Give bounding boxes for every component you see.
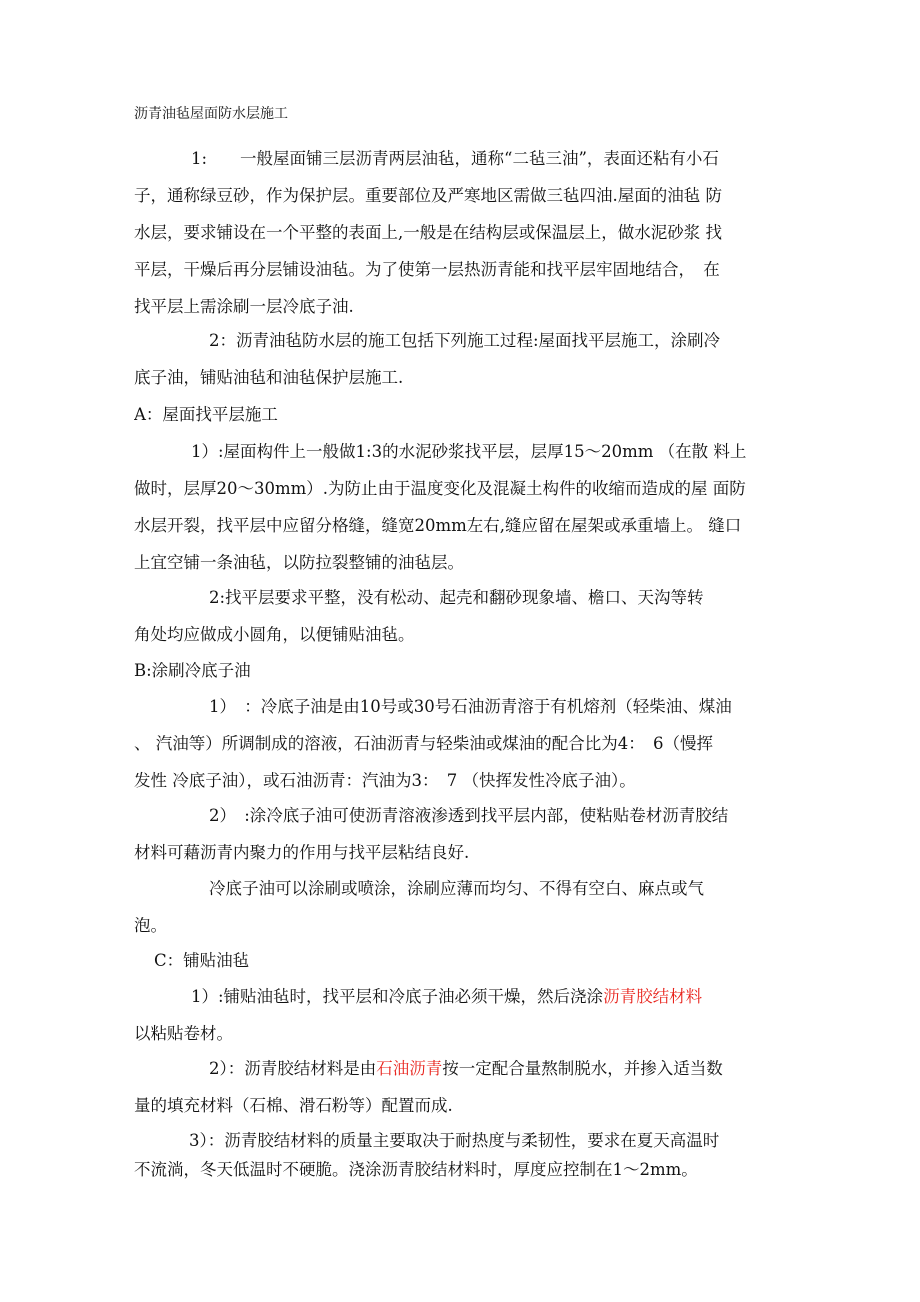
highlight-asphalt-binder: 沥青胶结材料 bbox=[603, 987, 703, 1006]
section-a-item-2: 2:找平层要求平整，没有松动、起壳和翻砂现象墙、檐口、天沟等转 角处均应做成小圆角，以便铺贴油毡。 bbox=[134, 588, 704, 644]
paragraph-1: 1: 一般屋面铺三层沥青两层油毡，通称“二毡三油”，表面还粘有小石 子，通称绿豆砂，作为保护层。重要部位及严寒地区需做三毡四油.屋面的油毡 防 水层，要求铺设在一个平整的表面上,一般是在结构层或保温层上，做水泥砂浆 找 平层，干燥后再分层铺设油毡。为了使第一层热沥青能和找平层牢固地结合， 在 找平层上需涂刷一层冷底子油. bbox=[134, 149, 722, 316]
section-b-note: 冷底子油可以涂刷或喷涂，涂刷应薄而均匀、不得有空白、麻点或气 泡。 bbox=[134, 879, 704, 935]
heading-a: A：屋面找平层施工 bbox=[134, 405, 278, 424]
section-c-item-2: 2）：沥青胶结材料是由石油沥青按一定配合量熬制脱水，并掺入适当数 量的填充材料（石棉、滑石粉等）配置而成. bbox=[134, 1059, 723, 1115]
section-c-item-1: 1）:铺贴油毡时，找平层和冷底子油必须干燥，然后浇涂沥青胶结材料 以粘贴卷材。 bbox=[134, 987, 703, 1043]
section-b-item-2: 2） :涂冷底子油可使沥青溶液渗透到找平层内部，使粘贴卷材沥青胶结 材料可藉沥青内聚力的作用与找平层粘结良好. bbox=[134, 806, 729, 862]
section-c-item-3: 3）：沥青胶结材料的质量主要取决于耐热度与柔韧性，要求在夏天高温时 不流淌，冬天低温时不硬脆。浇涂沥青胶结材料时，厚度应控制在1～2mm。 bbox=[134, 1131, 720, 1179]
paragraph-2: 2：沥青油毡防水层的施工包括下列施工过程:屋面找平层施工，涂刷冷 底子油，铺贴油毡和油毡保护层施工. bbox=[134, 331, 721, 387]
section-b-item-1: 1） ：冷底子油是由10号或30号石油沥青溶于有机熔剂（轻柴油、煤油 、 汽油等）所调制成的溶液，石油沥青与轻柴油或煤油的配合比为4： 6（慢挥 发性 冷底子油），或石油沥青：汽油为3： 7 （快挥发性冷底子油）。 bbox=[134, 697, 732, 790]
highlight-petroleum-asphalt: 石油沥青 bbox=[376, 1059, 443, 1078]
section-a-item-1: 1）:屋面构件上一般做1:3的水泥砂浆找平层，层厚15～20mm （在散 料上 做时，层厚20～30mm）.为防止由于温度变化及混凝土构件的收缩而造成的屋 面防 水层开裂，找平层中应留分格缝，缝宽20mm左右,缝应留在屋架或承重墙上。 缝口 上宜空铺一条油毡，以防拉裂整铺的油毡层。 bbox=[134, 442, 747, 572]
heading-b: B:涂刷冷底子油 bbox=[134, 661, 251, 680]
heading-c: C：铺贴油毡 bbox=[154, 951, 250, 970]
document-title: 沥青油毡屋面防水层施工 bbox=[134, 106, 288, 122]
